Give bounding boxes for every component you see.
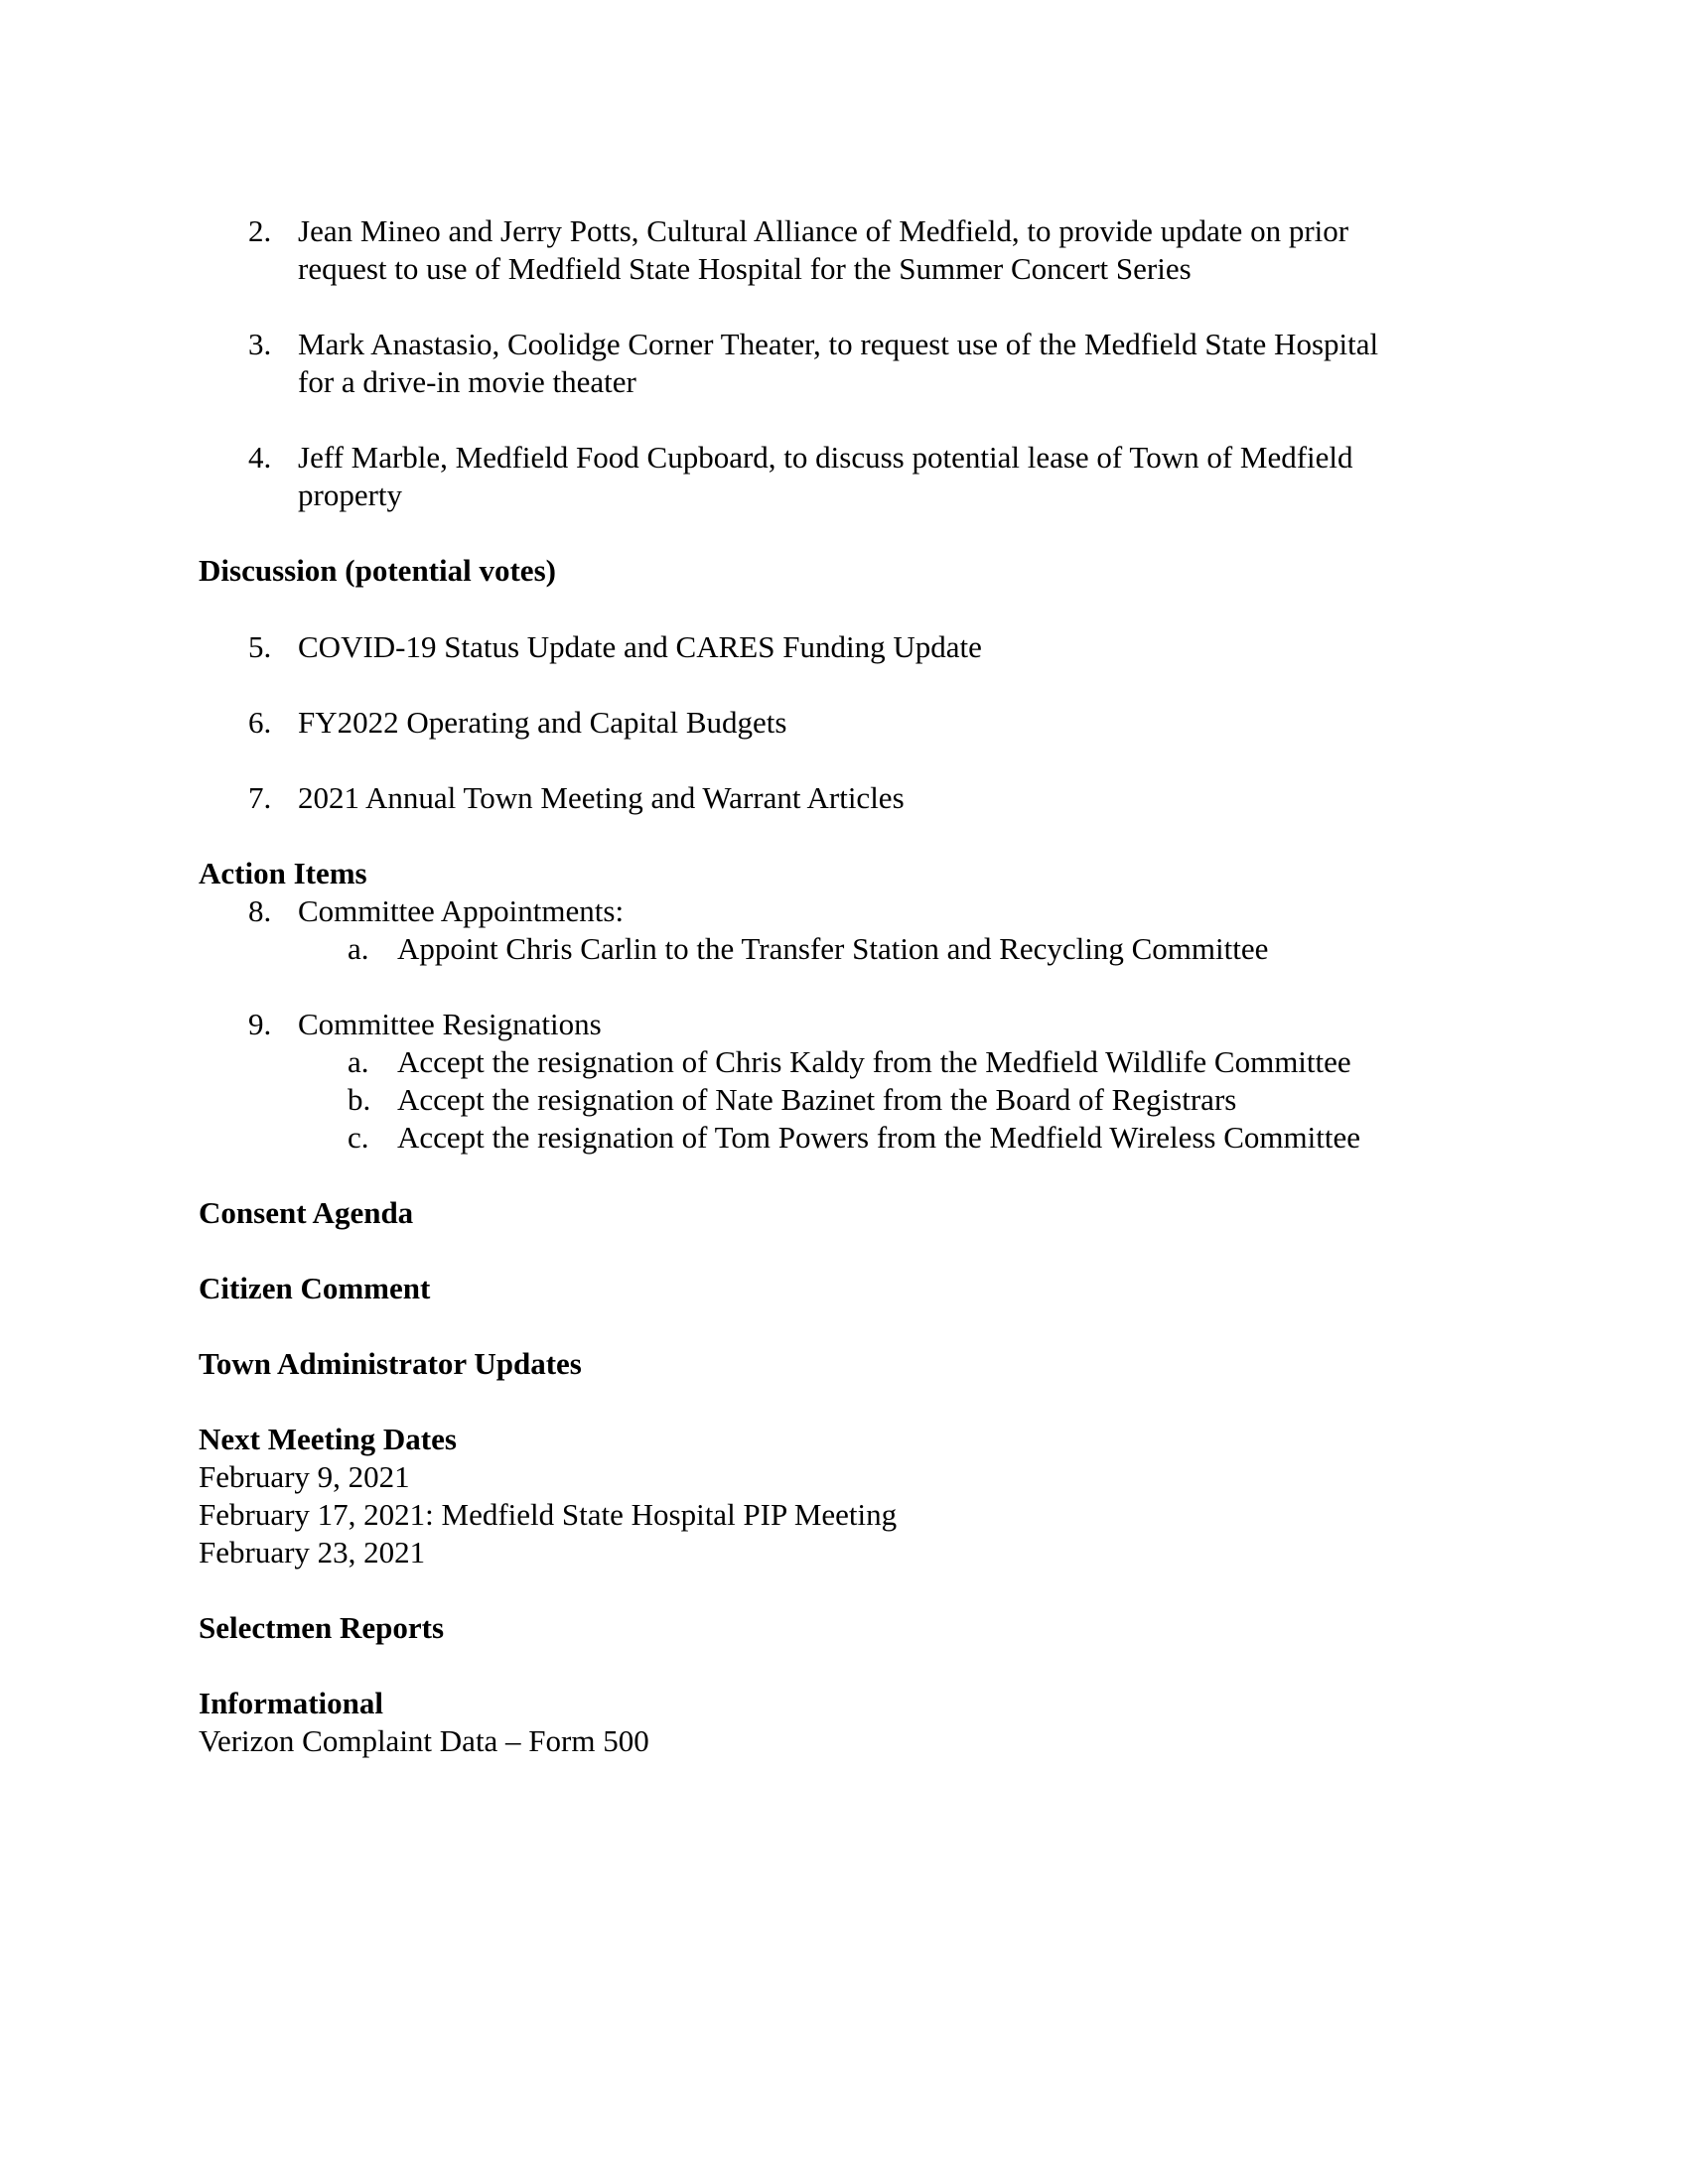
item-number: 7. bbox=[248, 780, 272, 815]
section-heading-citizen-comment: Citizen Comment bbox=[199, 1271, 431, 1305]
item-text: property bbox=[298, 478, 403, 512]
item-number: 8. bbox=[248, 893, 272, 928]
item-text: Mark Anastasio, Coolidge Corner Theater, to request use of the Medfield State Hospital bbox=[298, 327, 1379, 361]
item-number: 2. bbox=[248, 213, 272, 248]
sub-item-letter: a. bbox=[348, 931, 369, 966]
section-heading-informational: Informational bbox=[199, 1686, 383, 1720]
sub-item-letter: b. bbox=[348, 1082, 371, 1117]
sub-item-letter: c. bbox=[348, 1120, 369, 1155]
sub-item-text: Accept the resignation of Tom Powers from the Medfield Wireless Committee bbox=[397, 1120, 1360, 1155]
sub-item-text: Appoint Chris Carlin to the Transfer Station and Recycling Committee bbox=[397, 931, 1269, 966]
item-text: request to use of Medfield State Hospital for the Summer Concert Series bbox=[298, 251, 1192, 286]
section-heading-discussion: Discussion (potential votes) bbox=[199, 553, 556, 588]
section-heading-next-meeting-dates: Next Meeting Dates bbox=[199, 1422, 457, 1456]
section-heading-selectmen-reports: Selectmen Reports bbox=[199, 1610, 445, 1645]
meeting-date: February 17, 2021: Medfield State Hospital PIP Meeting bbox=[199, 1497, 898, 1532]
item-text: Committee Resignations bbox=[298, 1007, 602, 1041]
section-heading-action-items: Action Items bbox=[199, 856, 367, 890]
item-number: 6. bbox=[248, 705, 272, 740]
item-text: Jeff Marble, Medfield Food Cupboard, to discuss potential lease of Town of Medfield bbox=[298, 440, 1353, 475]
item-number: 3. bbox=[248, 327, 272, 361]
item-number: 9. bbox=[248, 1007, 272, 1041]
meeting-date: February 23, 2021 bbox=[199, 1535, 426, 1570]
meeting-date: February 9, 2021 bbox=[199, 1459, 410, 1494]
section-heading-consent-agenda: Consent Agenda bbox=[199, 1195, 414, 1230]
item-text: Jean Mineo and Jerry Potts, Cultural Alliance of Medfield, to provide update on prior bbox=[298, 213, 1349, 248]
item-number: 4. bbox=[248, 440, 272, 475]
sub-item-letter: a. bbox=[348, 1044, 369, 1079]
section-heading-town-administrator-updates: Town Administrator Updates bbox=[199, 1346, 582, 1381]
informational-item: Verizon Complaint Data – Form 500 bbox=[199, 1723, 649, 1758]
sub-item-text: Accept the resignation of Nate Bazinet from the Board of Registrars bbox=[397, 1082, 1237, 1117]
item-text: for a drive-in movie theater bbox=[298, 364, 636, 399]
item-text: Committee Appointments: bbox=[298, 893, 625, 928]
item-text: COVID-19 Status Update and CARES Funding Update bbox=[298, 629, 982, 664]
item-number: 5. bbox=[248, 629, 272, 664]
item-text: 2021 Annual Town Meeting and Warrant Articles bbox=[298, 780, 905, 815]
item-text: FY2022 Operating and Capital Budgets bbox=[298, 705, 787, 740]
sub-item-text: Accept the resignation of Chris Kaldy from the Medfield Wildlife Committee bbox=[397, 1044, 1351, 1079]
